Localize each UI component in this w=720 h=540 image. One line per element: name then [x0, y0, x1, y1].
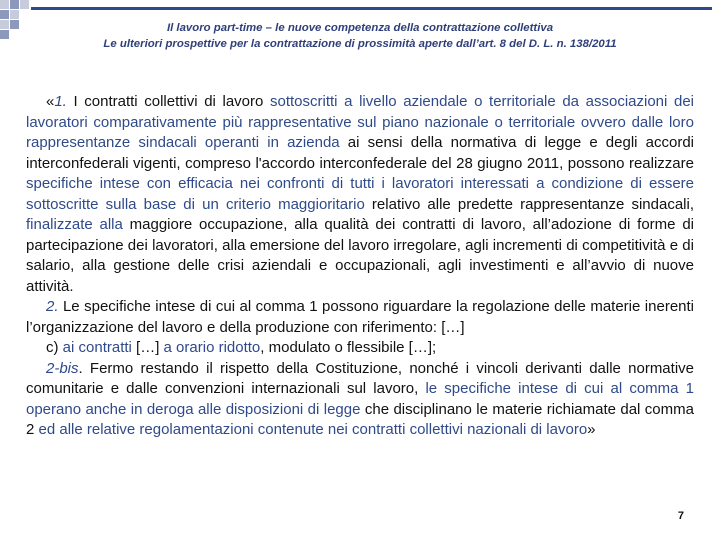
- comma-number: 2-bis: [46, 359, 79, 377]
- slide-subtitle: Le ulteriori prospettive per la contrattazione di prossimità aperte dall’art. 8 del D. L. n. 138/2011: [103, 38, 617, 50]
- comma-number: 1.: [54, 93, 67, 110]
- highlighted-text: le specifiche intese di cui al comma 1 operano anche in deroga alle disposizioni di legge: [26, 380, 695, 418]
- slide-title: Il lavoro part-time – le nuove competenza della contrattazione collettiva: [166, 22, 554, 34]
- close-quote: »: [587, 421, 596, 438]
- paragraph-comma-2: [26, 297, 694, 338]
- text-run: I contratti collettivi di lavoro: [66, 93, 270, 110]
- highlighted-text: a orario ridotto: [163, 339, 261, 356]
- paragraph-letter-c: [26, 338, 694, 359]
- highlighted-text: ed alle relative regolamentazioni contenute nei contratti collettivi nazionali di lavoro: [38, 421, 588, 438]
- highlighted-text: ai contratti: [62, 339, 132, 356]
- text-run: ai sensi della normativa di legge e degli accordi interconfederali vigenti, compreso l'accordo interconfederale del 28 giugno 2011, possono realizzare: [26, 134, 695, 172]
- text-run: . Fermo restando il rispetto della Costituzione, nonché i vincoli derivanti dalle normative comunitarie e dalle convenzioni internazionali sul lavoro,: [26, 359, 694, 397]
- text-run: che disciplinano le materie richiamate dal comma 2: [26, 400, 694, 438]
- text-run: Le specifiche intese di cui al comma 1 possono riguardare la regolazione delle materie inerenti l’organizzazione del lavoro e della produzione con riferimento: […]: [26, 298, 694, 336]
- text-run: relativo alle predette rappresentanze sindacali,: [364, 195, 694, 213]
- highlighted-text: specifiche intese con efficacia nei confronti di tutti i lavoratori interessati a condizione di essere sottoscritte sulla base di un criterio maggioritario: [26, 175, 694, 213]
- decor-square: [0, 0, 9, 9]
- highlighted-text: sottoscritti a livello aziendale o territoriale da associazioni dei lavoratori comparativamente più rappresentative sul piano nazionale o territoriale ovvero dalle loro rappresentanze sindacali operanti in azienda: [26, 93, 694, 151]
- decor-square: [10, 0, 19, 9]
- text-run: […]: [131, 339, 164, 356]
- decor-square: [20, 0, 29, 9]
- page-number: 7: [677, 510, 684, 522]
- text-run: , modulato o flessibile […];: [260, 339, 437, 356]
- decor-square: [0, 10, 9, 19]
- decor-square: [10, 10, 19, 19]
- quoted-law-text: [26, 92, 694, 441]
- paragraph-comma-2-bis: [26, 359, 694, 441]
- open-quote: «: [46, 93, 55, 110]
- slide-header: [0, 20, 720, 52]
- highlighted-text: finalizzate alla: [26, 216, 123, 233]
- header-rule: [31, 7, 712, 10]
- text-run: maggiore occupazione, alla qualità dei contratti di lavoro, all’adozione di forme di partecipazione dei lavoratori, alla emersione del lavoro irregolare, agli incrementi di competitività e di salario, alla gestione delle crisi aziendali e occupazionali, agli investimenti e all’avvio di nuove attività.: [26, 216, 694, 295]
- paragraph-comma-1: [26, 92, 694, 297]
- comma-number: 2.: [46, 298, 59, 315]
- text-run: c): [46, 339, 63, 356]
